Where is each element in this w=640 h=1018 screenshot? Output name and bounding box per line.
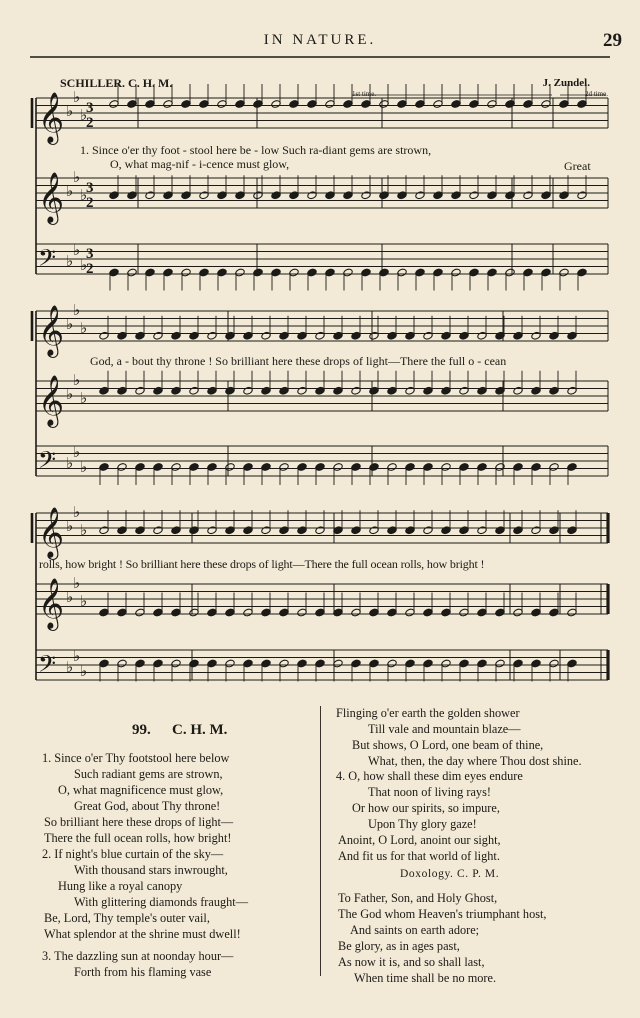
time-sig-bottom: 2 [86,115,94,131]
verse-3-line: Forth from his flaming vase [74,964,212,979]
verse-4-line: Or how our spirits, so impure, [352,800,500,815]
lyric-line-3: rolls, how bright ! So brilliant here these drops of light—There the full ocean rolls, how bright ! [39,557,485,571]
flat-sign: ♭ [73,301,81,319]
flat-sign: ♭ [73,574,81,592]
hymn-meter: C. H. M. [172,722,228,738]
doxology-title: Doxology. C. P. M. [400,868,500,880]
treble-clef: 𝄞 [38,305,65,356]
flat-sign: ♭ [73,443,81,461]
doxology-line: When time shall be no more. [354,970,497,985]
flat-sign: ♭ [80,458,88,476]
lyric-line-1b: O, what mag-nif - i-cence must glow, [110,157,290,171]
verse-4-line: Anoint, O Lord, anoint our sight, [338,832,501,847]
lyric-line-1a: 1. Since o'er thy foot - stool here be - low Such ra-diant gems are strown, [80,143,432,157]
verse-4-line: And fit us for that world of light. [338,848,500,863]
flat-sign: ♭ [66,385,74,403]
time-sig-top: 3 [86,246,94,262]
treble-clef: 𝄞 [38,578,65,629]
verse-2-line: Be, Lord, Thy temple's outer vail, [44,910,210,925]
flat-sign: ♭ [73,168,81,186]
doxology-line: To Father, Son, and Holy Ghost, [338,891,498,905]
verse-3-line: 3. The dazzling sun at noonday hour— [42,949,234,963]
doxology-line: And saints on earth adore; [350,922,480,937]
flat-sign: ♭ [80,319,88,337]
lyric-line-2: God, a - bout thy throne ! So brilliant here these drops of light—There the full o - cean [90,354,507,368]
doxology-line: As now it is, and so shall last, [338,954,485,969]
verse-2-line: With glittering diamonds fraught— [74,894,249,909]
verse-1-line: O, what magnificence must glow, [58,782,224,797]
time-sig-bottom: 2 [86,261,94,277]
verse-1-line: Great God, about Thy throne! [74,798,221,813]
treble-clef: 𝄞 [38,172,65,223]
verse-1-line: Such radiant gems are strown, [74,766,223,781]
flat-sign: ♭ [66,182,74,200]
verse-4-line: That noon of living rays! [368,784,491,799]
page-number: 29 [603,30,622,51]
flat-sign: ♭ [73,88,81,106]
treble-clef: 𝄞 [38,507,65,558]
column-divider [320,706,321,976]
composer-name: J. Zundel. [542,77,590,89]
flat-sign: ♭ [80,592,88,610]
verse-3-line: Till vale and mountain blaze— [368,721,521,736]
running-title: IN NATURE. [263,32,377,48]
flat-sign: ♭ [73,371,81,389]
verse-2-line: With thousand stars inwrought, [74,862,228,877]
flat-sign: ♭ [66,517,74,535]
verse-3-line: But shows, O Lord, one beam of thine, [352,737,544,752]
second-time-marking: 2d time. [585,90,608,98]
flat-sign: ♭ [80,256,88,274]
flat-sign: ♭ [80,186,88,204]
tune-name: SCHILLER. C. H. M. [60,76,173,90]
doxology-line: Be glory, as in ages past, [338,938,460,953]
time-sig-bottom: 2 [86,195,94,211]
first-time-marking: 1st time. [352,90,377,98]
verse-1-line: 1. Since o'er Thy footstool here below [42,751,230,765]
flat-sign: ♭ [80,521,88,539]
bass-clef: 𝄢 [38,446,57,479]
verse-1-line: So brilliant here these drops of light— [44,814,234,829]
treble-clef: 𝄞 [38,375,65,426]
verse-4-line: 4. O, how shall these dim eyes endure [336,769,523,783]
flat-sign: ♭ [66,658,74,676]
doxology-line: The God whom Heaven's triumphant host, [338,906,547,921]
verse-1-line: There the full ocean rolls, how bright! [44,830,232,845]
flat-sign: ♭ [73,647,81,665]
lyric-line-1c: Great [564,159,591,173]
flat-sign: ♭ [73,503,81,521]
flat-sign: ♭ [73,241,81,259]
flat-sign: ♭ [66,315,74,333]
verse-3-line: What, then, the day where Thou dost shine. [368,753,582,768]
verse-2-line: Hung like a royal canopy [58,878,183,893]
time-sig-top: 3 [86,180,94,196]
flat-sign: ♭ [80,662,88,680]
hymn-number: 99. [132,722,151,738]
treble-clef: 𝄞 [38,92,65,143]
verse-4-line: Upon Thy glory gaze! [368,816,477,831]
flat-sign: ♭ [66,252,74,270]
bass-clef: 𝄢 [38,244,57,277]
flat-sign: ♭ [80,106,88,124]
flat-sign: ♭ [66,454,74,472]
time-sig-top: 3 [86,100,94,116]
verse-2-line: 2. If night's blue curtain of the sky— [42,847,224,861]
flat-sign: ♭ [66,102,74,120]
bass-clef: 𝄢 [38,650,57,683]
flat-sign: ♭ [66,588,74,606]
flat-sign: ♭ [80,389,88,407]
verse-3-line: Flinging o'er earth the golden shower [336,706,520,720]
verse-2-line: What splendor at the shrine must dwell! [44,926,241,941]
